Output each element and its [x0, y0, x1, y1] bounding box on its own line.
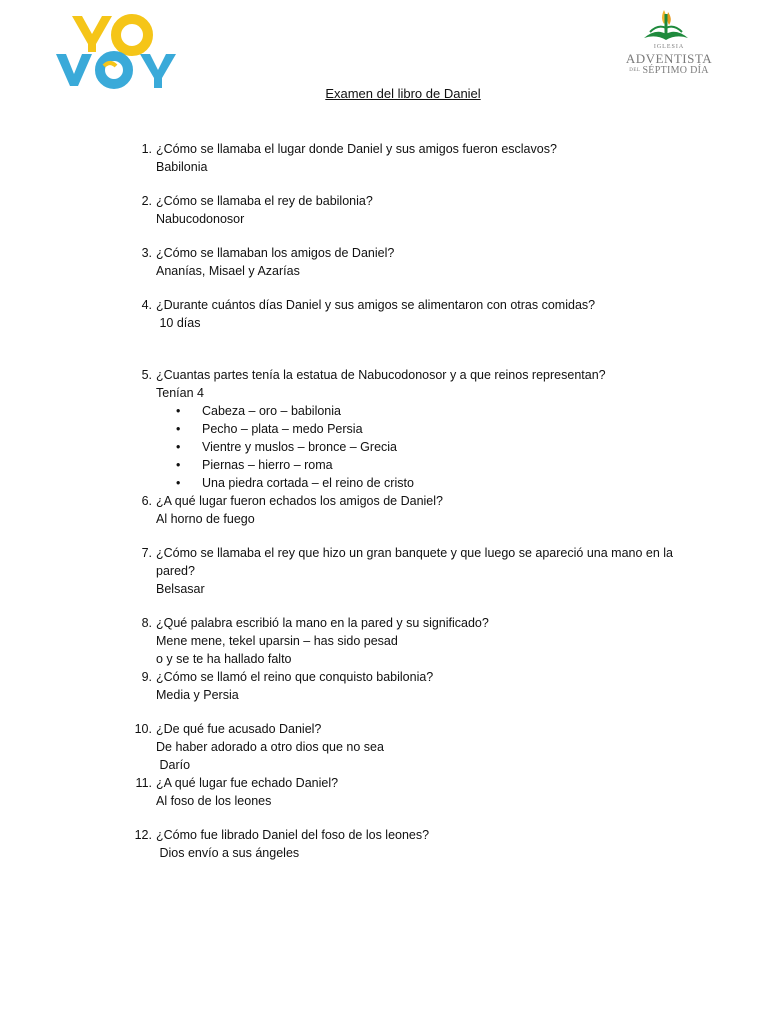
- question-number: 10.: [134, 722, 152, 736]
- answer-text: Al foso de los leones: [156, 794, 272, 808]
- question-text: ¿De qué fue acusado Daniel?: [156, 722, 322, 736]
- question-item: [130, 492, 710, 528]
- answer-text: Nabucodonosor: [156, 212, 245, 226]
- question-item: [130, 614, 710, 668]
- answer-text: Darío: [156, 758, 191, 772]
- question-list: [130, 140, 710, 862]
- adventista-label: ADVENTISTA: [625, 51, 713, 66]
- page-title: Examen del libro de Daniel: [325, 86, 481, 101]
- answer-text: 10 días: [156, 316, 201, 330]
- answer-text: Al horno de fuego: [156, 512, 255, 526]
- question-item: [130, 296, 710, 332]
- answer-text: Media y Persia: [156, 688, 239, 702]
- iglesia-label: IGLESIA: [653, 44, 685, 50]
- question-item: [130, 774, 710, 810]
- del-label: DEL: [629, 68, 641, 74]
- question-number: 1.: [141, 142, 152, 156]
- bullet-item: • Una piedra cortada – el reino de cristo: [176, 474, 710, 492]
- question-item: [130, 720, 710, 774]
- question-number: 12.: [134, 828, 152, 842]
- answer-text: Ananías, Misael y Azarías: [156, 264, 300, 278]
- question-item: [130, 366, 710, 492]
- adventist-emblem-icon: [624, 8, 714, 44]
- question-text: ¿Cómo se llamaban los amigos de Daniel?: [156, 246, 395, 260]
- question-item: [130, 668, 710, 704]
- question-number: 2.: [141, 194, 152, 208]
- answer-text: Dios envío a sus ángeles: [156, 846, 300, 860]
- question-number: 11.: [135, 776, 152, 790]
- yo-word: [72, 16, 148, 52]
- iglesia-wordmark: [624, 44, 714, 76]
- answer-text: Belsasar: [156, 582, 205, 596]
- yovoy-logo-graphic: [52, 10, 184, 90]
- answer-text: Mene mene, tekel uparsin – has sido pesad: [156, 634, 398, 648]
- yovoy-logo: [52, 10, 184, 90]
- voy-word: [56, 54, 176, 88]
- question-text: ¿Cómo se llamaba el lugar donde Daniel y sus amigos fueron esclavos?: [156, 142, 557, 156]
- bullet-list: [156, 402, 710, 492]
- question-item: [130, 544, 710, 598]
- question-text: ¿Durante cuántos días Daniel y sus amigos se alimentaron con otras comidas?: [156, 298, 596, 312]
- bullet-item: • Cabeza – oro – babilonia: [176, 402, 710, 420]
- answer-text: o y se te ha hallado falto: [156, 652, 292, 666]
- question-number: 7.: [141, 546, 152, 560]
- question-text: ¿Cómo se llamaba el rey que hizo un gran banquete y que luego se apareció una mano en la pared?: [156, 546, 674, 578]
- question-text: ¿Cuantas partes tenía la estatua de Nabucodonosor y a que reinos representan?: [156, 368, 606, 382]
- bullet-item: • Pecho – plata – medo Persia: [176, 420, 710, 438]
- answer-text: Babilonia: [156, 160, 208, 174]
- question-text: ¿Cómo se llamó el reino que conquisto babilonia?: [156, 670, 434, 684]
- question-text: ¿A qué lugar fue echado Daniel?: [156, 776, 339, 790]
- question-text: ¿Cómo fue librado Daniel del foso de los leones?: [156, 828, 430, 842]
- bullet-item: • Piernas – hierro – roma: [176, 456, 710, 474]
- iglesia-adventista-logo: [624, 8, 714, 84]
- question-text: ¿Cómo se llamaba el rey de babilonia?: [156, 194, 373, 208]
- question-item: [130, 244, 710, 280]
- bullet-item: • Vientre y muslos – bronce – Grecia: [176, 438, 710, 456]
- question-item: [130, 140, 710, 176]
- septimo-dia-text: SÉPTIMO DÍA: [642, 65, 709, 76]
- question-item: [130, 826, 710, 862]
- question-number: 4.: [141, 298, 152, 312]
- question-text: ¿Qué palabra escribió la mano en la pared y su significado?: [156, 616, 489, 630]
- answer-text: De haber adorado a otro dios que no sea: [156, 740, 384, 754]
- question-text: ¿A qué lugar fueron echados los amigos de Daniel?: [156, 494, 443, 508]
- septimo-dia-label: [624, 66, 714, 76]
- answer-text: Tenían 4: [156, 386, 204, 400]
- question-number: 9.: [141, 670, 152, 684]
- question-number: 8.: [141, 616, 152, 630]
- question-item: [130, 192, 710, 228]
- question-number: 6.: [141, 494, 152, 508]
- question-number: 5.: [141, 368, 152, 382]
- question-number: 3.: [141, 246, 152, 260]
